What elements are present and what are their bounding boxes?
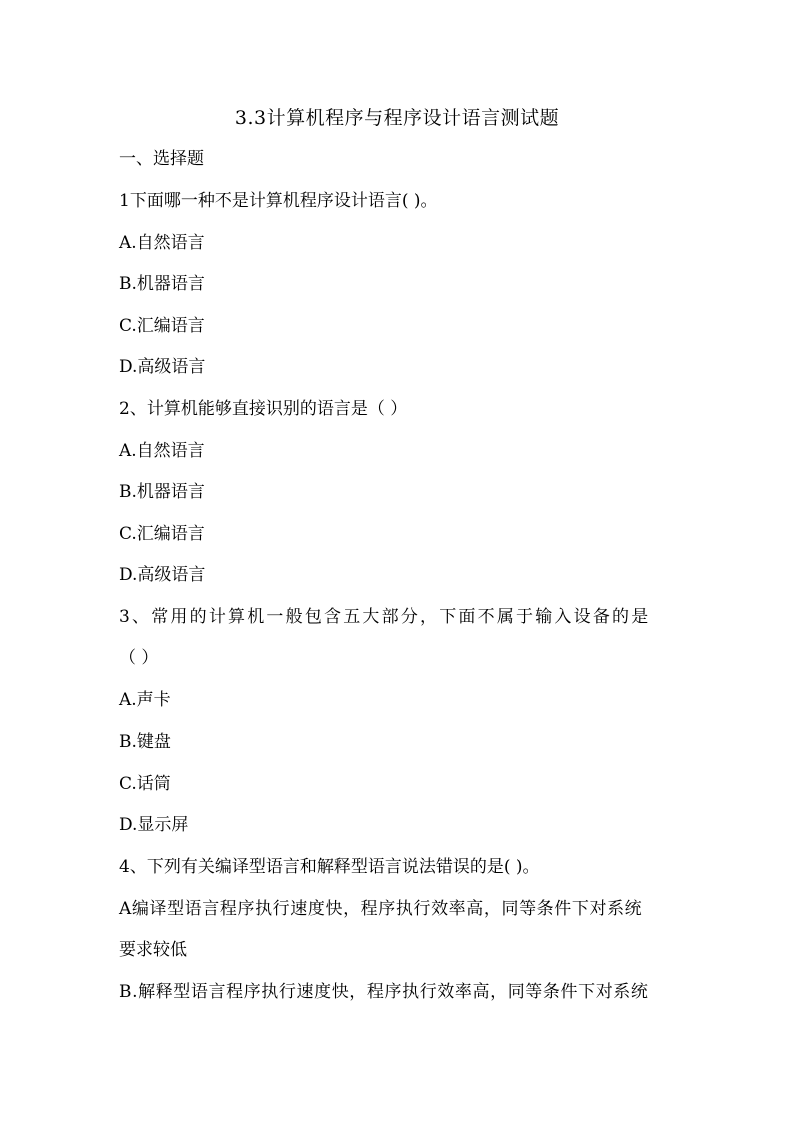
question-3-option-d: D.显示屏 — [119, 815, 189, 835]
question-3-stem-line-2: （ ） — [119, 648, 159, 668]
question-3-option-b: B.键盘 — [119, 732, 171, 752]
question-4-option-a-line-2: 要求较低 — [119, 940, 187, 960]
question-2-option-a: A.自然语言 — [119, 441, 205, 461]
page-title: 3.3计算机程序与程序设计语言测试题 — [234, 107, 560, 129]
question-4-option-a-line-1: A编译型语言程序执行速度快，程序执行效率高，同等条件下对系统 — [119, 899, 643, 919]
question-2-stem: 2、计算机能够直接识别的语言是（ ） — [119, 399, 408, 419]
question-1-option-d: D.高级语言 — [119, 357, 206, 377]
section-heading: 一、选择题 — [119, 149, 204, 169]
question-4-stem: 4、下列有关编译型语言和解释型语言说法错误的是( )。 — [119, 857, 540, 877]
question-3-option-c: C.话筒 — [119, 774, 171, 794]
question-2-option-b: B.机器语言 — [119, 482, 205, 502]
question-1-option-a: A.自然语言 — [119, 233, 205, 253]
question-2-option-c: C.汇编语言 — [119, 524, 205, 544]
question-3-stem-line-1: 3、常用的计算机一般包含五大部分，下面不属于输入设备的是 — [119, 607, 651, 627]
question-1-stem: 1下面哪一种不是计算机程序设计语言( )。 — [119, 191, 438, 211]
question-3-option-a: A.声卡 — [119, 690, 171, 710]
question-2-option-d: D.高级语言 — [119, 565, 206, 585]
question-4-option-b-line-1: B.解释型语言程序执行速度快，程序执行效率高，同等条件下对系统 — [119, 982, 649, 1002]
question-1-option-c: C.汇编语言 — [119, 316, 205, 336]
question-1-option-b: B.机器语言 — [119, 274, 205, 294]
